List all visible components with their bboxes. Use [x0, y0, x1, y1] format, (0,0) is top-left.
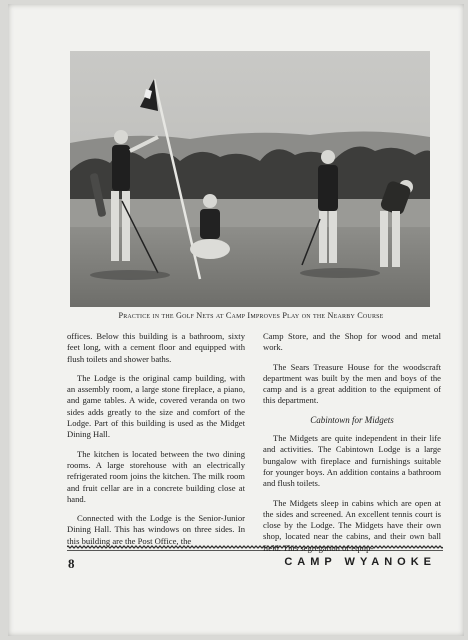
paragraph: The Midgets are quite independent in their life and activities. The Cabintown Lodge is a large bungalow with fireplace and furnishings suitable for younger boys. An addition contains a bathroom and flush toilets.: [263, 433, 441, 489]
paragraph: Connected with the Lodge is the Senior-Junior Dining Hall. This has windows on three sides. In this building are the Post Office, the: [67, 513, 245, 546]
right-column: [263, 331, 441, 562]
paragraph: The Lodge is the original camp building, with an assembly room, a large stone fireplace, a piano, and game tables. A wide, covered veranda on two sides adds greatly to the size and comfort of the Lodge. Part of this building is used as the Midget Dining Hall.: [67, 372, 245, 440]
paragraph: offices. Below this building is a bathroom, sixty feet long, with a cement floor and equipped with flush toilets and shower baths.: [67, 331, 245, 364]
photo-illustration: [70, 51, 430, 307]
magazine-title: CAMP WYANOKE: [284, 556, 436, 568]
paragraph: The kitchen is located between the two dining rooms. A large storehouse with an electrically refrigerated room joins the kitchen. The milk room and fruit cellar are in a concrete building close at hand.: [67, 448, 245, 504]
page-number: 8: [68, 556, 75, 571]
photo-caption: Practice in the Golf Nets at Camp Improves Play on the Nearby Course: [118, 311, 384, 320]
decorative-wave-rule: [67, 545, 443, 551]
section-subheading: Cabintown for Midgets: [310, 414, 394, 425]
paragraph: Camp Store, and the Shop for wood and metal work.: [263, 331, 441, 353]
paragraph: The Sears Treasure House for the woodscraft department was built by the men and boys of the camp and is a great addition to the equipment of this department.: [263, 361, 441, 406]
left-column: [67, 331, 245, 555]
magazine-page: [8, 4, 464, 636]
golf-practice-photo: [70, 51, 430, 307]
paragraph: The Midgets sleep in cabins which are open at the sides and screened. An excellent tennis court is close by the Lodge. The Midgets have their own shop, located near the cabins, and their own ball field. This segregation of equip-: [263, 497, 441, 553]
